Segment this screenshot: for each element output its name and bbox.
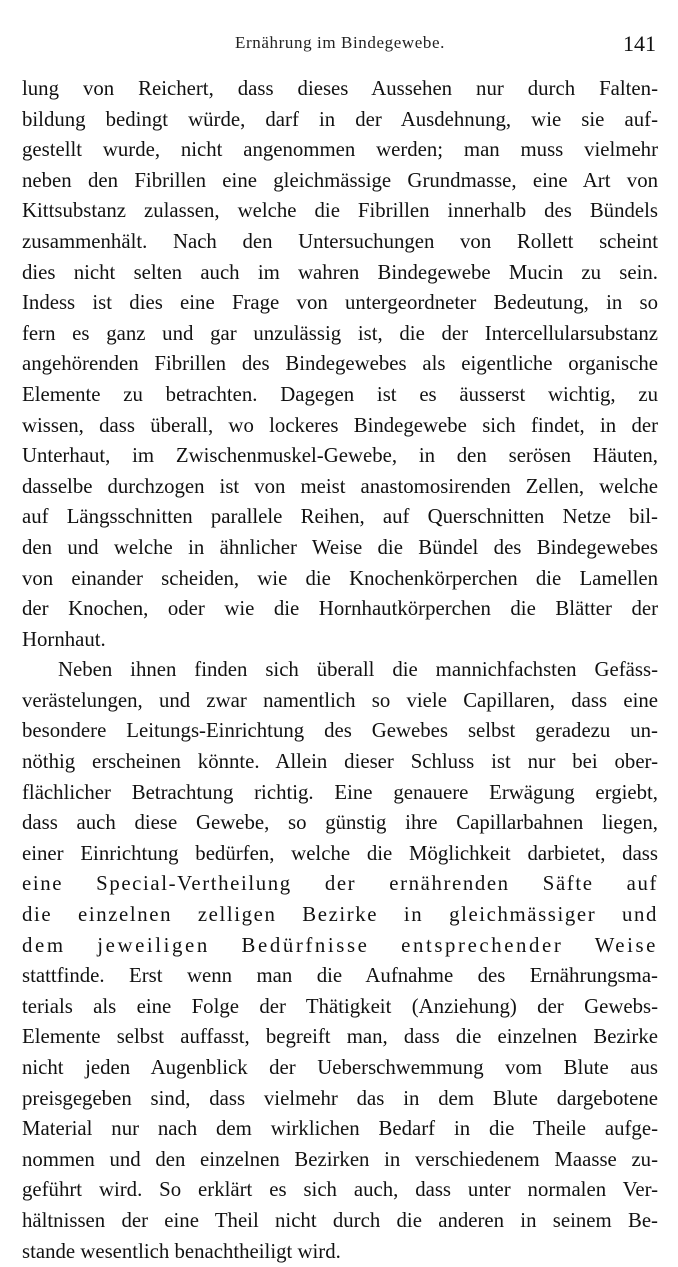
text-line: flächlicher Betrachtung richtig. Eine genauere Erwägung ergiebt, (22, 780, 658, 804)
text-line: der Knochen, oder wie die Hornhautkörperchen die Blätter der (22, 597, 658, 621)
text-line: preisgegeben sind, dass vielmehr das in dem Blute dargebotene (22, 1086, 658, 1110)
text-line: nicht jeden Augenblick der Ueberschwemmung vom Blute aus (22, 1056, 658, 1079)
text-line: eine Special-Vertheilung der ernährenden Säfte auf (22, 872, 658, 896)
page-number: 141 (623, 31, 656, 56)
text-line: nommen und den einzelnen Bezirken in verschiedenem Maasse zu- (22, 1147, 658, 1171)
text-line: besondere Leitungs-Einrichtung des Gewebes selbst geradezu un- (22, 719, 658, 743)
text-line: stattfinde. Erst wenn man die Aufnahme des Ernährungsma- (22, 964, 658, 988)
text-line: nöthig erscheinen könnte. Allein dieser Schluss ist nur bei ober- (22, 750, 658, 774)
text-line: geführt wird. So erklärt es sich auch, dass unter normalen Ver- (22, 1178, 658, 1202)
body-text (22, 74, 658, 1267)
text-line: Elemente zu betrachten. Dagegen ist es äusserst wichtig, zu (22, 382, 658, 406)
text-line: dasselbe durchzogen ist von meist anastomosirenden Zellen, welche (22, 474, 658, 498)
text-line: den und welche in ähnlicher Weise die Bündel des Bindegewebes (22, 535, 658, 559)
text-line: wissen, dass überall, wo lockeres Bindegewebe sich findet, in der (22, 413, 658, 437)
text-line: angehörenden Fibrillen des Bindegewebes als eigentliche organische (22, 352, 658, 376)
text-line: Hornhaut. (22, 627, 106, 651)
text-line: fern es ganz und gar unzulässig ist, die der Intercellularsubstanz (22, 321, 658, 345)
running-head (22, 29, 658, 61)
text-line: Unterhaut, im Zwischenmuskel-Gewebe, in den serösen Häuten, (22, 444, 658, 468)
text-line: Neben ihnen finden sich überall die mannichfachsten Gefäss- (58, 658, 658, 682)
running-title: Ernährung im Bindegewebe. (235, 33, 445, 52)
text-line: stande wesentlich benachtheiligt wird. (22, 1239, 341, 1263)
text-line: neben den Fibrillen eine gleichmässige Grundmasse, eine Art von (22, 168, 658, 192)
text-line: gestellt wurde, nicht angenommen werden; man muss vielmehr (22, 138, 658, 162)
text-line: Kittsubstanz zulassen, welche die Fibrillen innerhalb des Bündels (22, 199, 658, 223)
text-line: Indess ist dies eine Frage von untergeordneter Bedeutung, in so (22, 291, 658, 315)
text-line: bildung bedingt würde, darf in der Ausdehnung, wie sie auf- (22, 107, 658, 131)
text-line: auf Längsschnitten parallele Reihen, auf Querschnitten Netze bil- (22, 505, 658, 529)
text-line: dies nicht selten auch im wahren Bindegewebe Mucin zu sein. (22, 260, 658, 284)
text-line: lung von Reichert, dass dieses Aussehen nur durch Falten- (22, 77, 658, 100)
text-line: terials als eine Folge der Thätigkeit (Anziehung) der Gewebs- (22, 994, 658, 1018)
text-line: Material nur nach dem wirklichen Bedarf in die Theile aufge- (22, 1117, 658, 1141)
text-line: einer Einrichtung bedürfen, welche die Möglichkeit darbietet, dass (22, 841, 658, 865)
paragraph-2 (22, 655, 658, 1267)
text-line: von einander scheiden, wie die Knochenkörperchen die Lamellen (22, 566, 658, 590)
text-line: dass auch diese Gewebe, so günstig ihre Capillarbahnen liegen, (22, 811, 658, 835)
paragraph-1 (22, 74, 658, 655)
text-line: hältnissen der eine Theil nicht durch die anderen in seinem Be- (22, 1208, 658, 1232)
text-line: Elemente selbst auffasst, begreift man, dass die einzelnen Bezirke (22, 1025, 658, 1049)
text-line: dem jeweiligen Bedürfnisse entsprechender Weise (22, 933, 658, 957)
text-line: zusammenhält. Nach den Untersuchungen von Rollett scheint (22, 229, 658, 253)
text-line: die einzelnen zelligen Bezirke in gleichmässiger und (22, 903, 658, 927)
text-line: verästelungen, und zwar namentlich so viele Capillaren, dass eine (22, 688, 658, 712)
